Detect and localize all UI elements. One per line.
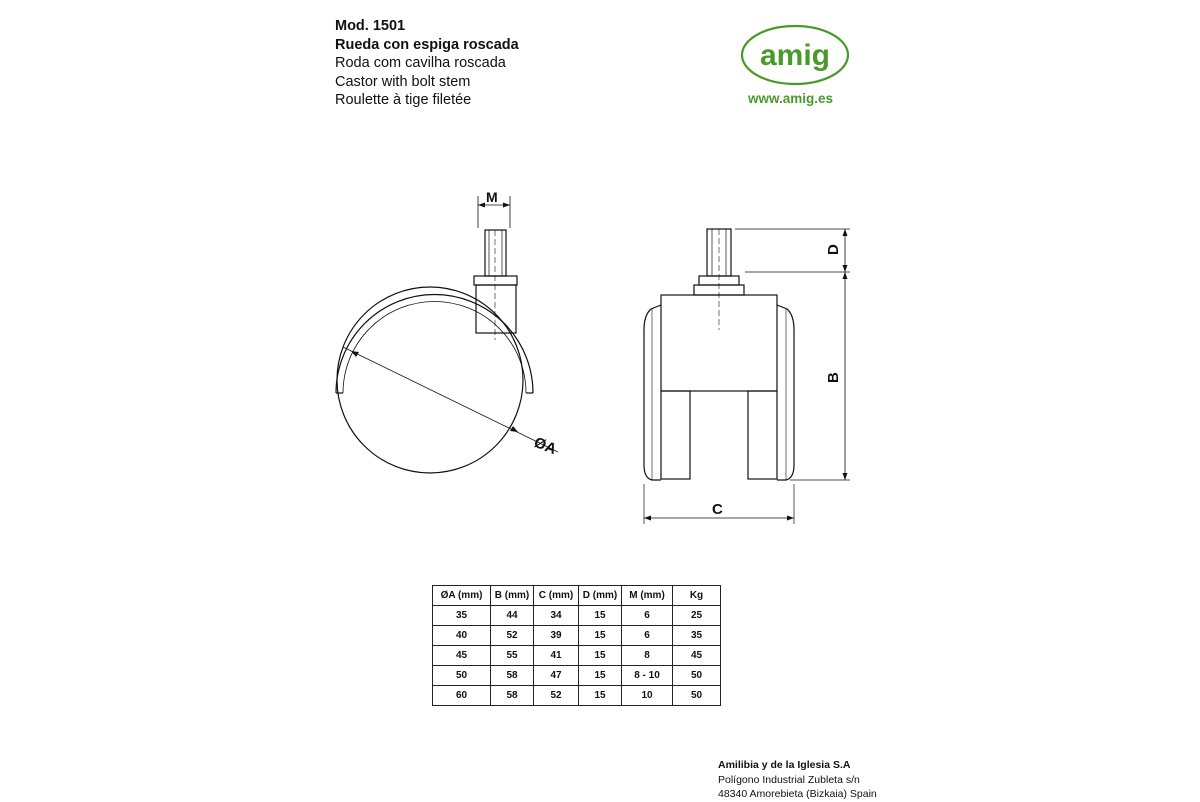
header-kg: Kg (673, 586, 721, 606)
table-cell: 50 (433, 666, 491, 686)
table-cell: 47 (534, 666, 579, 686)
table-cell: 41 (534, 646, 579, 666)
table-cell: 55 (491, 646, 534, 666)
svg-text:amig: amig (759, 39, 831, 72)
table-cell: 10 (622, 686, 673, 706)
dimension-label-M: M (486, 189, 498, 205)
table-cell: 39 (534, 626, 579, 646)
table-row (433, 606, 721, 626)
table-cell: 44 (491, 606, 534, 626)
company-footer (718, 758, 877, 802)
address-line-1: Polígono Industrial Zubleta s/n (718, 773, 860, 786)
table-cell: 50 (673, 686, 721, 706)
table-header-row (433, 586, 721, 606)
header-b: B (mm) (491, 586, 534, 606)
dimension-label-D: D (825, 244, 842, 255)
table-cell: 15 (579, 626, 622, 646)
dimension-label-C: C (712, 501, 723, 518)
table-cell: 34 (534, 606, 579, 626)
table-cell: 50 (673, 666, 721, 686)
table-cell: 35 (673, 626, 721, 646)
table-cell: 52 (491, 626, 534, 646)
header-d: D (mm) (579, 586, 622, 606)
table-cell: 8 (622, 646, 673, 666)
model-number: Mod. 1501 (335, 18, 406, 34)
table-cell: 52 (534, 686, 579, 706)
front-view (644, 229, 850, 524)
table-row (433, 686, 721, 706)
table-cell: 15 (579, 606, 622, 626)
title-portuguese: Roda com cavilha roscada (335, 55, 506, 71)
table-cell: 15 (579, 686, 622, 706)
table-cell: 15 (579, 666, 622, 686)
title-spanish: Rueda con espiga roscada (335, 36, 519, 53)
header-diameter: ØA (mm) (433, 586, 491, 606)
header-c: C (mm) (534, 586, 579, 606)
header-m: M (mm) (622, 586, 673, 606)
side-view (336, 196, 558, 473)
dimension-label-A: ØA (531, 433, 559, 459)
table-cell: 60 (433, 686, 491, 706)
table-cell: 58 (491, 686, 534, 706)
table-cell: 8 - 10 (622, 666, 673, 686)
table-cell: 45 (433, 646, 491, 666)
dimension-label-B: B (825, 372, 842, 383)
title-english: Castor with bolt stem (335, 73, 471, 90)
table-cell: 40 (433, 626, 491, 646)
table-cell: 15 (579, 646, 622, 666)
table-cell: 45 (673, 646, 721, 666)
website-url: www.amig.es (748, 91, 834, 106)
specifications-table (432, 585, 721, 706)
table-cell: 6 (622, 606, 673, 626)
table-cell: 6 (622, 626, 673, 646)
table-row (433, 646, 721, 666)
table-row (433, 666, 721, 686)
company-name: Amilibia y de la Iglesia S.A (718, 759, 851, 771)
table-row (433, 626, 721, 646)
table-cell: 58 (491, 666, 534, 686)
address-line-2: 48340 Amorebieta (Bizkaia) Spain (718, 788, 877, 800)
title-french: Roulette à tige filetée (335, 92, 472, 108)
table-cell: 35 (433, 606, 491, 626)
table-cell: 25 (673, 606, 721, 626)
